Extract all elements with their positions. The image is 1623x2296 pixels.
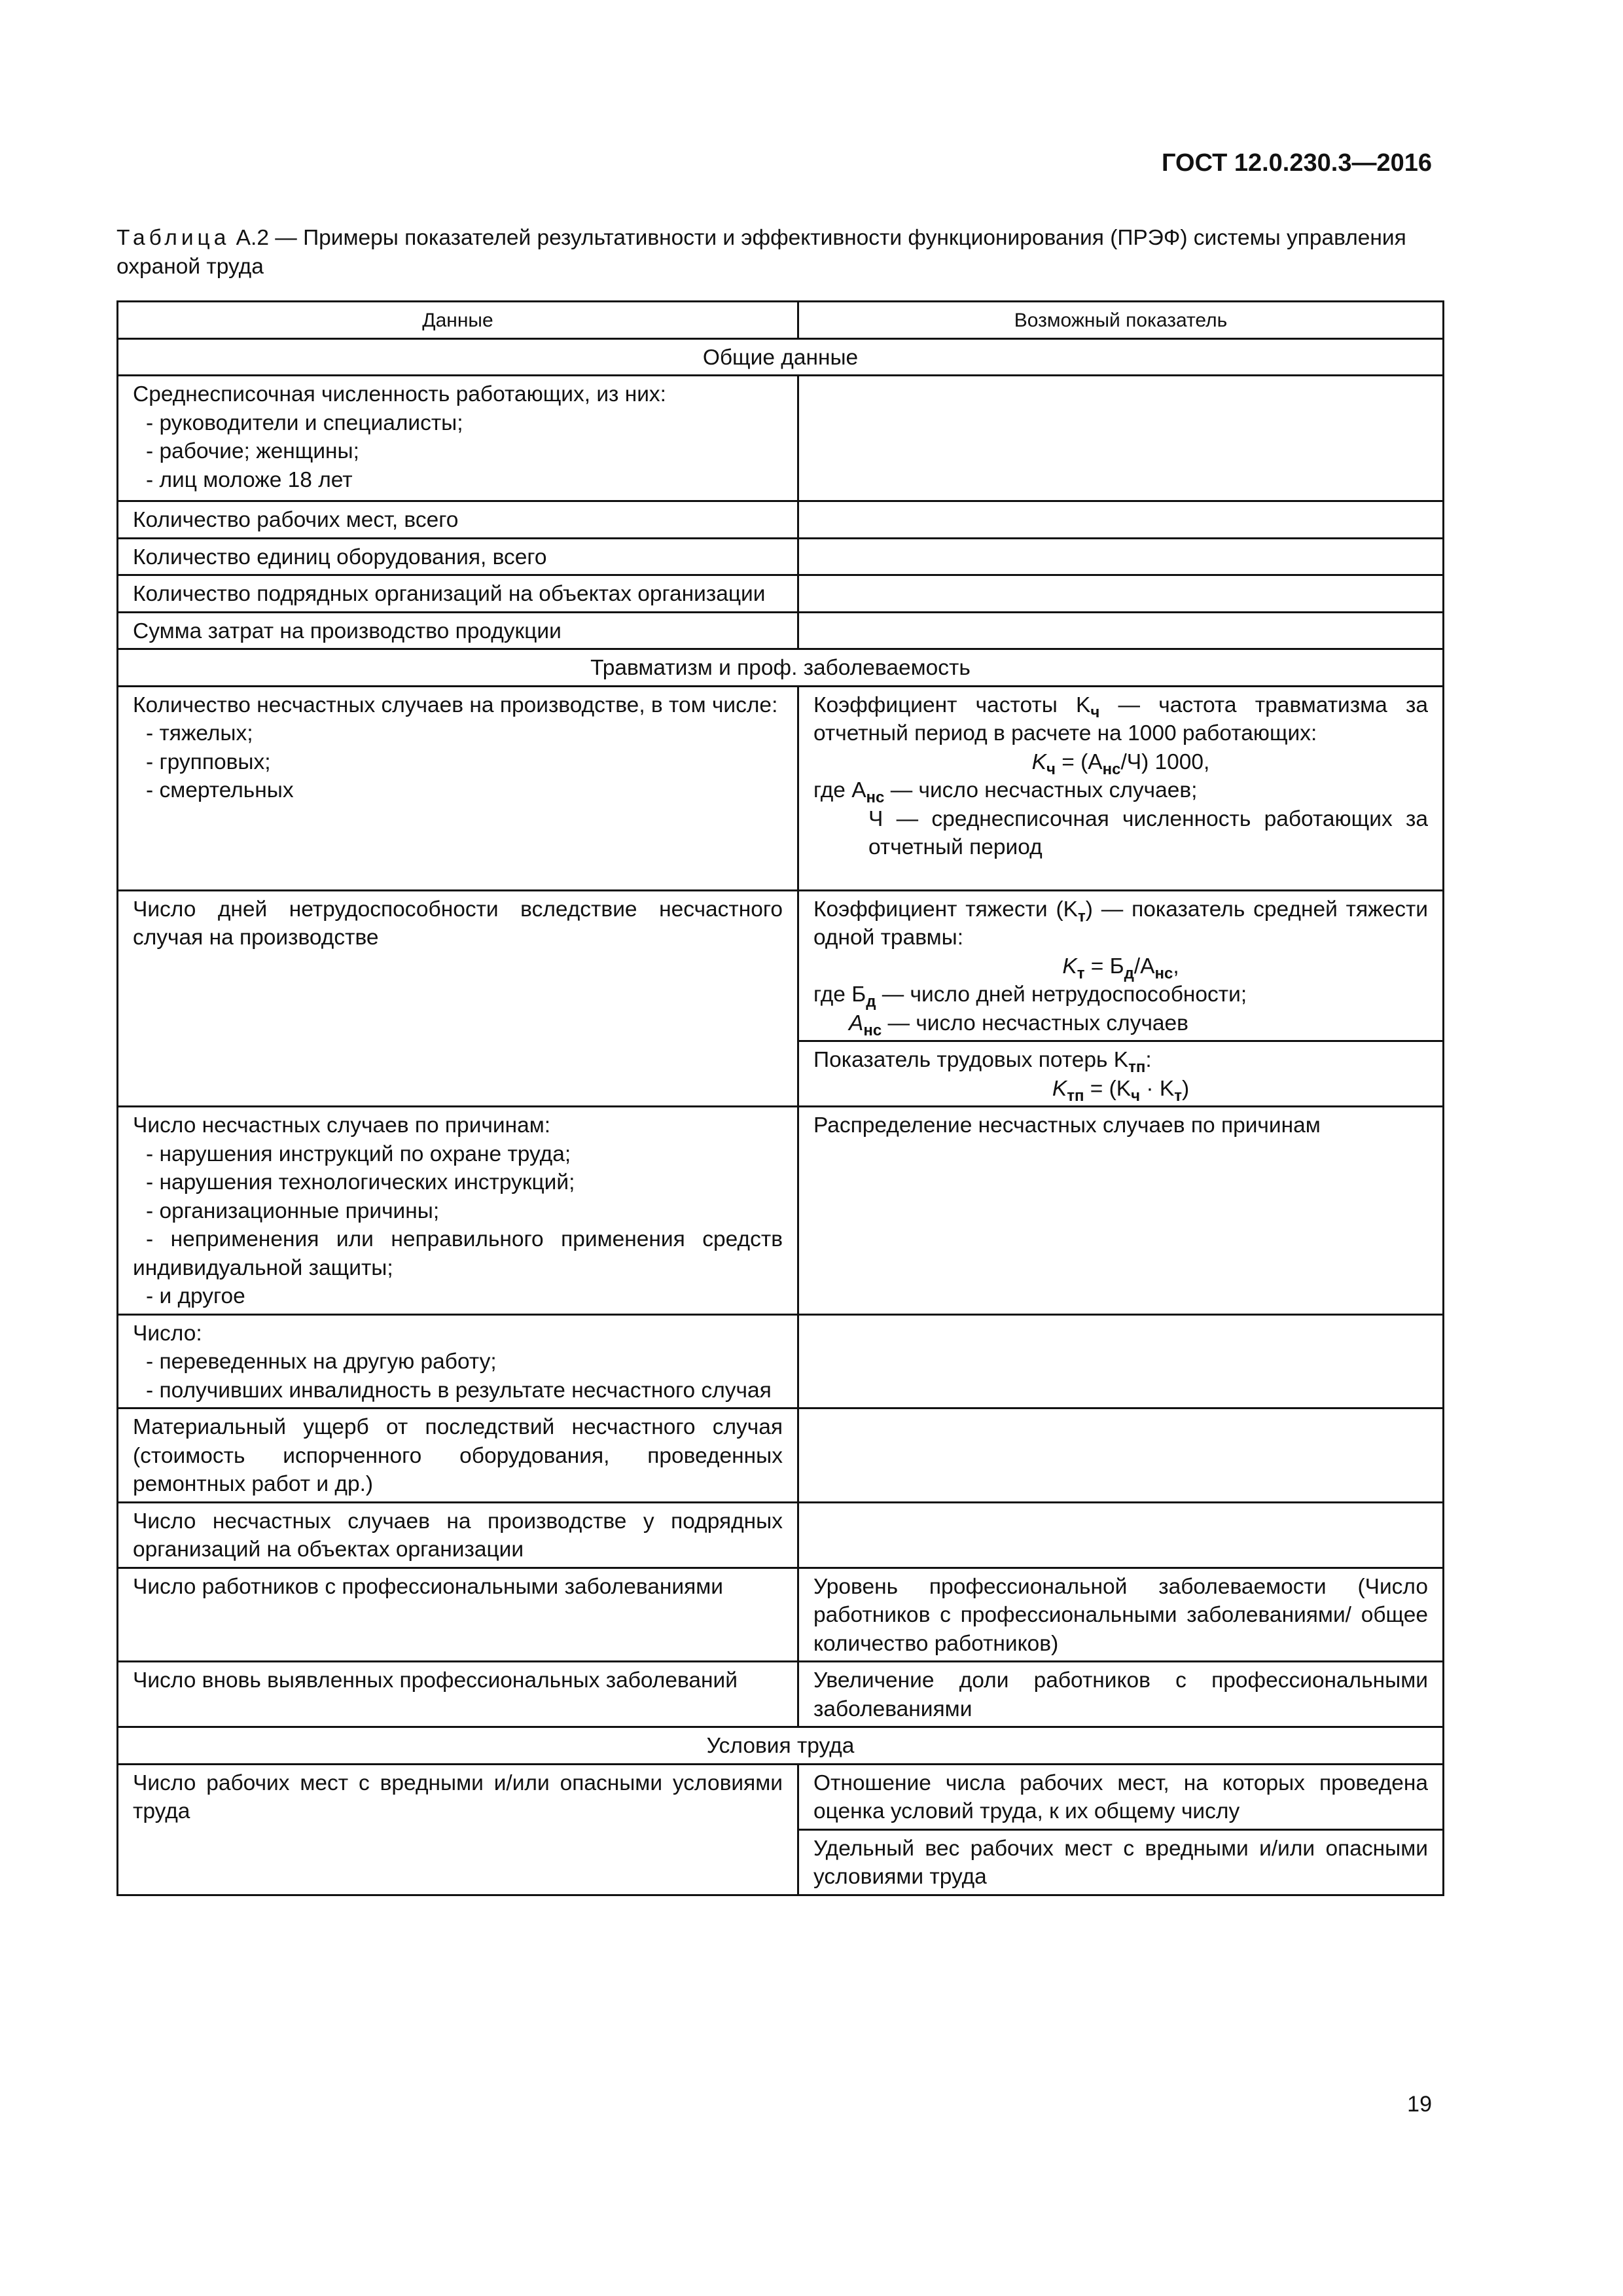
- caption-prefix: Таблица: [116, 226, 230, 250]
- list-item: - организационные причины;: [146, 1198, 440, 1223]
- list-item: - переведенных на другую работу;: [146, 1350, 497, 1374]
- table-caption: [116, 224, 1441, 281]
- table-row: [118, 538, 1444, 575]
- text-fragment: /A: [1133, 954, 1155, 978]
- row-title: Среднесписочная численность работающих, из них:: [133, 382, 666, 406]
- row-data-cell: [118, 686, 798, 890]
- severity-coefficient-text: [813, 895, 1428, 952]
- table-row: [118, 612, 1444, 649]
- subscript: тп: [1067, 1086, 1084, 1105]
- row-indicator-cell: Уровень профессиональной заболеваемости (Число работников с профессиональными заболеваниями/ общее количество работников): [798, 1568, 1444, 1662]
- table-row: [118, 1764, 1444, 1829]
- formula-symbol: K: [1031, 749, 1046, 774]
- subscript: д: [866, 993, 876, 1011]
- list-item: - рабочие; женщины;: [146, 439, 359, 463]
- row-indicator-cell: [798, 376, 1444, 501]
- text-fragment: = Б: [1084, 954, 1124, 978]
- severity-where-1: [813, 980, 1428, 1009]
- row-indicator-cell: [798, 1408, 1444, 1503]
- row-data-cell: Материальный ущерб от последствий несчастного случая (стоимость испорченного оборудования, проведенных ремонтных работ и др.): [118, 1408, 798, 1503]
- row-data-cell: Количество рабочих мест, всего: [118, 501, 798, 539]
- formula-where-2: Ч — среднесписочная численность работающих за отчетный период: [868, 806, 1428, 859]
- row-data-cell: [118, 1314, 798, 1408]
- subscript: нс: [1154, 964, 1173, 982]
- table-row: [118, 1408, 1444, 1503]
- list-item: - нарушения технологических инструкций;: [146, 1170, 575, 1194]
- subscript: ч: [1046, 760, 1056, 778]
- table-row: [118, 376, 1444, 501]
- section-title-general: Общие данные: [118, 338, 1444, 376]
- table-header-row: [118, 302, 1444, 339]
- row-indicator-cell: [798, 538, 1444, 575]
- row-data-cell: Количество подрядных организаций на объектах организации: [118, 575, 798, 613]
- text-fragment: — число несчастных случаев;: [884, 778, 1198, 802]
- row-data-cell: Число рабочих мест с вредными и/или опасными условиями труда: [118, 1764, 798, 1895]
- table-row: [118, 1314, 1444, 1408]
- labor-loss-text: [813, 1046, 1428, 1075]
- list-item: - смертельных: [146, 778, 294, 802]
- list-item: - лиц моложе 18 лет: [146, 467, 353, 492]
- subscript: тп: [1128, 1058, 1146, 1076]
- row-indicator-cell: [798, 890, 1444, 1041]
- text-fragment: где Б: [813, 982, 866, 1007]
- page-number: 19: [1407, 2092, 1432, 2117]
- subscript: т: [1078, 907, 1086, 925]
- list-item: - неприменения или неправильного применения средств индивидуальной защиты;: [133, 1227, 783, 1280]
- table-row: [118, 501, 1444, 539]
- column-header-indicator: Возможный показатель: [798, 302, 1444, 339]
- text-fragment: ): [1181, 1076, 1190, 1101]
- table-row: [118, 890, 1444, 1041]
- table-row: [118, 1662, 1444, 1727]
- row-data-cell: [118, 376, 798, 501]
- row-indicator-cell: [798, 686, 1444, 890]
- row-title: Количество несчастных случаев на производстве, в том числе:: [133, 692, 778, 717]
- text-fragment: где A: [813, 778, 866, 802]
- row-indicator-cell: [798, 1041, 1444, 1107]
- row-data-cell: [118, 1107, 798, 1315]
- row-indicator-cell: [798, 575, 1444, 613]
- list-item: - групповых;: [146, 749, 271, 774]
- subscript: т: [1077, 964, 1085, 982]
- row-indicator-cell: [798, 1314, 1444, 1408]
- section-title-injury: Травматизм и проф. заболеваемость: [118, 649, 1444, 687]
- row-indicator-cell: Распределение несчастных случаев по причинам: [798, 1107, 1444, 1315]
- text-fragment: — число дней нетрудоспособности;: [876, 982, 1247, 1007]
- row-indicator-cell: Увеличение доли работников с профессиональными заболеваниями: [798, 1662, 1444, 1727]
- subscript: ч: [1090, 703, 1100, 721]
- row-data-cell: Сумма затрат на производство продукции: [118, 612, 798, 649]
- text-fragment: :: [1145, 1048, 1152, 1072]
- text-fragment: ,: [1173, 954, 1179, 978]
- frequency-formula: [813, 748, 1428, 777]
- list-item: - и другое: [146, 1284, 245, 1308]
- list-item: - руководители и специалисты;: [146, 410, 463, 435]
- text-fragment: Коэффициент частоты K: [813, 692, 1091, 717]
- list-item: - нарушения инструкций по охране труда;: [146, 1141, 571, 1166]
- row-indicator-cell: Отношение числа рабочих мест, на которых проведена оценка условий труда, к их общему числу: [798, 1764, 1444, 1829]
- subscript: ч: [1131, 1086, 1141, 1105]
- table-row: [118, 1107, 1444, 1315]
- section-row-injury: [118, 649, 1444, 687]
- table-row: [118, 575, 1444, 613]
- row-indicator-cell: [798, 501, 1444, 539]
- caption-text: А.2 — Примеры показателей результативности и эффективности функционирования (ПРЭФ) системы управления охраной труда: [116, 226, 1406, 279]
- row-data-cell: Число несчастных случаев на производстве у подрядных организаций на объектах организации: [118, 1502, 798, 1568]
- row-title: Число несчастных случаев по причинам:: [133, 1113, 551, 1138]
- row-data-cell: Число работников с профессиональными заболеваниями: [118, 1568, 798, 1662]
- table-row: [118, 1502, 1444, 1568]
- text-fragment: — частота травматизма за отчетный период в расчете на 1000 работающих:: [813, 692, 1428, 745]
- subscript: нс: [1102, 760, 1121, 778]
- text-fragment: — число несчастных случаев: [882, 1011, 1188, 1035]
- row-title: Число:: [133, 1321, 202, 1346]
- section-title-conditions: Условия труда: [118, 1727, 1444, 1765]
- document-code: ГОСТ 12.0.230.3—2016: [1161, 149, 1432, 177]
- row-indicator-cell: [798, 1502, 1444, 1568]
- row-data-cell: Число вновь выявленных профессиональных заболеваний: [118, 1662, 798, 1727]
- text-fragment: · K: [1140, 1076, 1175, 1101]
- table-row: [118, 1568, 1444, 1662]
- table-row: [118, 686, 1444, 890]
- labor-loss-formula: [813, 1075, 1428, 1103]
- list-item: - получивших инвалидность в результате несчастного случая: [146, 1378, 772, 1403]
- text-fragment: Коэффициент тяжести (K: [813, 897, 1078, 922]
- subscript: т: [1174, 1086, 1182, 1105]
- section-row-general: [118, 338, 1444, 376]
- formula-where-1: [813, 776, 1428, 805]
- row-indicator-cell: [798, 612, 1444, 649]
- formula-symbol: K: [1062, 954, 1077, 978]
- list-item: - тяжелых;: [146, 721, 253, 745]
- formula-symbol: K: [1052, 1076, 1067, 1101]
- severity-where-2: [813, 1009, 1428, 1038]
- formula-symbol: A: [849, 1011, 864, 1035]
- subscript: нс: [863, 1021, 882, 1039]
- subscript: нс: [866, 789, 885, 806]
- text-fragment: Показатель трудовых потерь K: [813, 1048, 1129, 1072]
- text-fragment: = (K: [1084, 1076, 1132, 1101]
- row-data-cell: Число дней нетрудоспособности вследствие несчастного случая на производстве: [118, 890, 798, 1107]
- text-fragment: = (A: [1055, 749, 1103, 774]
- section-row-conditions: [118, 1727, 1444, 1765]
- subscript: д: [1124, 964, 1134, 982]
- severity-formula: [813, 952, 1428, 981]
- indicators-table: [116, 300, 1444, 1896]
- text-fragment: /Ч) 1000,: [1120, 749, 1210, 774]
- row-indicator-cell: Удельный вес рабочих мест с вредными и/или опасными условиями труда: [798, 1829, 1444, 1895]
- row-data-cell: Количество единиц оборудования, всего: [118, 538, 798, 575]
- column-header-data: Данные: [118, 302, 798, 339]
- text-fragment: ) — показатель средней тяжести одной травмы:: [813, 897, 1428, 950]
- frequency-coefficient-text: [813, 691, 1428, 748]
